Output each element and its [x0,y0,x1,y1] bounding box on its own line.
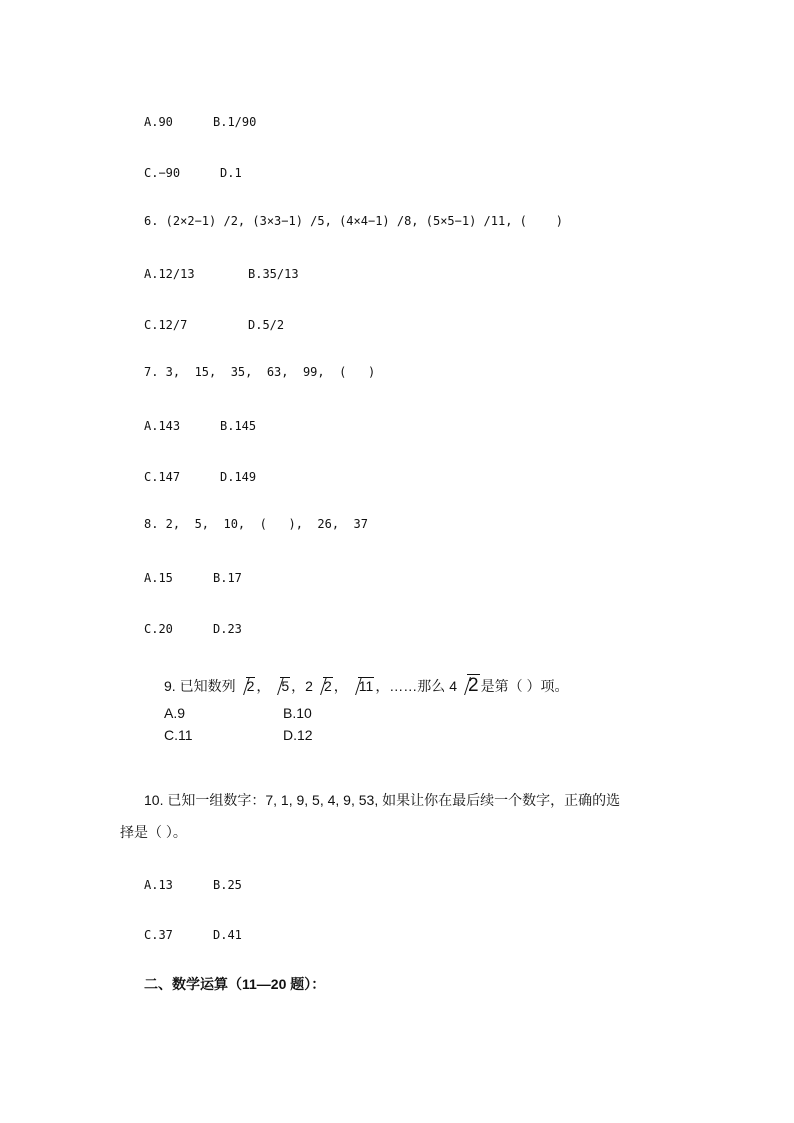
q9-stem [164,672,568,700]
q8-option-b: B.17 [213,571,242,585]
sqrt-symbol [458,672,480,700]
q6-stem: 6. (2×2−1) /2, (3×3−1) /5, (4×4−1) /8, (5×5−1) /11, ( ) [144,214,564,228]
q9-radicand-1: 2 [246,678,255,694]
q6-option-b: B.35/13 [248,267,299,281]
q10-stem-line-2: 择是（ ）。 [120,824,187,840]
q9-suffix: 是第（ ）项。 [480,678,569,694]
q9-radicand-2: 5 [281,678,290,694]
q5-option-a: A.90 [144,115,173,129]
sqrt-symbol [237,672,256,700]
q7-option-a: A.143 [144,419,181,433]
q9-option-c: C.11 [164,727,193,743]
section-2-heading: 二、数学运算（11—20 题）： [144,976,326,992]
q7-option-c: C.147 [144,470,181,484]
q5-option-d: D.1 [220,166,242,180]
q6-options-row-2 [144,317,544,333]
q6-options-row-1 [144,266,544,282]
q8-stem: 8. 2, 5, 10, ( ), 26, 37 [144,517,368,531]
q9-radicand-5: 2 [468,675,479,696]
q9-radicand-4: 11 [358,678,374,694]
q10-option-c: C.37 [144,928,173,942]
q6-option-c: C.12/7 [144,318,188,332]
q5-options-row-2 [144,165,544,181]
q5-options-row-1 [144,114,544,130]
q9-option-b: B.10 [283,705,312,721]
q7-stem: 7. 3, 15, 35, 63, 99, ( ) [144,365,376,379]
q8-options-row-2 [144,621,544,637]
q7-options-row-1 [144,418,544,434]
q5-option-c: C.−90 [144,166,181,180]
q10-option-a: A.13 [144,878,173,892]
q10-options-row-1 [144,877,544,893]
q9-separator: ， [256,678,271,694]
q9-radicand-3: 2 [323,678,332,694]
q8-option-d: D.23 [213,622,242,636]
q7-options-row-2 [144,469,544,485]
sqrt-symbol [271,672,290,700]
q8-options-row-1 [144,570,544,586]
q9-separator: ， [291,678,306,694]
q9-option-d: D.12 [283,727,313,743]
q9-separator: ， [333,678,348,694]
q9-prefix: 9. 已知数列 [164,678,236,694]
q8-option-a: A.15 [144,571,173,585]
q10-option-d: D.41 [213,928,242,942]
q6-option-a: A.12/13 [144,267,195,281]
q9-option-a: A.9 [164,705,186,721]
q10-option-b: B.25 [213,878,242,892]
q10-stem-line-1: 10. 已知一组数字：7, 1, 9, 5, 4, 9, 53, 如果让你在最后续一个数字，正确的选 [144,792,621,808]
q9-middle-text: ，……那么 4 [375,678,457,694]
q8-option-c: C.20 [144,622,173,636]
q10-options-row-2 [144,927,544,943]
q6-option-d: D.5/2 [248,318,285,332]
sqrt-symbol [314,672,333,700]
q9-coefficient: 2 [305,678,313,694]
sqrt-symbol [349,672,375,700]
q5-option-b: B.1/90 [213,115,257,129]
q7-option-b: B.145 [220,419,257,433]
q7-option-d: D.149 [220,470,257,484]
